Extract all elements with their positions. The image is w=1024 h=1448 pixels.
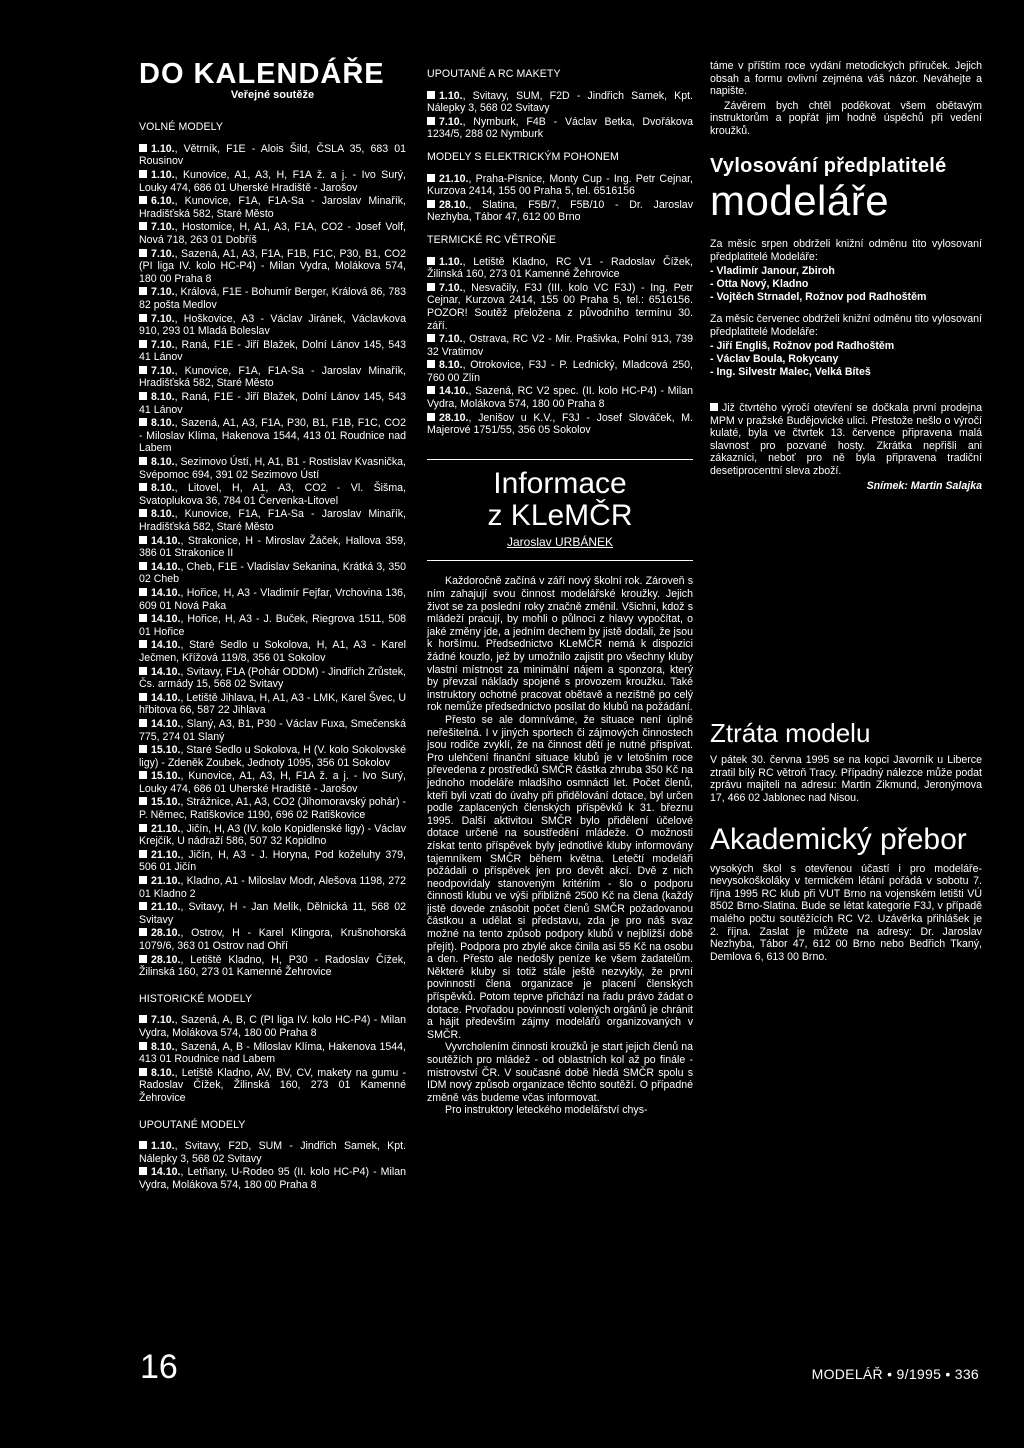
entry-date: 8.10. (151, 1040, 175, 1053)
entry-date: 14.10. (151, 665, 181, 678)
entry-text: , Cheb, F1E - Vladislav Sekanina, Krátká 3, 350 02 Cheb (139, 560, 406, 586)
entry-date: 8.10. (151, 417, 175, 430)
entry-date: 28.10. (151, 927, 181, 940)
entry-text: , Ostrov, H - Karel Klingora, Krušnohorská 1079/6, 363 01 Ostrov nad Ohří (139, 927, 406, 952)
column-right (710, 60, 982, 965)
bullet-square-icon (427, 386, 435, 394)
entry-date: 7.10. (439, 281, 463, 294)
bullet-square-icon (139, 1068, 147, 1076)
calendar-entry (139, 143, 406, 168)
entry-date: 8.10. (151, 391, 175, 404)
entry-text: , Letňany, U-Rodeo 95 (II. kolo HC-P4) - Milan Vydra, Molákova 574, 180 00 Praha 8 (139, 1166, 406, 1191)
bullet-square-icon (139, 955, 147, 963)
winner: - Jiří Engliš, Rožnov pod Radhoštěm (710, 340, 895, 353)
entry-text: , Slaný, A3, B1, P30 - Václav Fuxa, Smečenská 775, 274 01 Slaný (139, 717, 406, 743)
entry-text: , Kladno, A1 - Miloslav Modr, Alešova 1198, 272 01 Kladno 2 (139, 875, 406, 900)
entry-text: , Kunovice, F1A, F1A-Sa - Jaroslav Minařík, Hradišťská 582, Staré Město (139, 508, 406, 533)
entry-date: 7.10. (151, 1014, 175, 1027)
august-text: Za měsíc srpen obdrželi knižní odměnu tito vylosovaní předplatitelé Modeláře: (710, 238, 982, 263)
news-text-body: Již čtvrtého výročí otevření se dočkala první prodejna MPM v pražské Budějovické ulici. Přestože nešlo o výročí kulaté, byla ve čtvrtek 13. července připravena malá slavnost pro pozvané hosty. Zkrátka nepřišli ani zákazníci, neboť pro ně byla připravena tradiční desetiprocentní sleva zboží. (710, 402, 982, 478)
entry-date: 7.10. (151, 338, 175, 351)
entry-text: , Jičín, H, A3 (IV. kolo Kopidlenské ligy) - Václav Krejčík, U nádraží 586, 507 32 Kopidlno (139, 822, 406, 848)
calendar-entry (139, 417, 406, 455)
info-title-line2: z KLeMČR (487, 498, 633, 532)
entry-text: , Kunovice, A1, A3, H, F1A ž. a j. - Ivo Surý, Louky 474, 686 01 Uherské Hradiště - Jarošov (139, 168, 406, 194)
calendar-entry (139, 744, 406, 769)
calendar-entry (139, 169, 406, 194)
bullet-square-icon (427, 283, 435, 291)
calendar-entry (427, 282, 693, 332)
bullet-square-icon (139, 314, 147, 322)
info-box (427, 459, 693, 562)
entry-date: 14.10. (151, 534, 181, 547)
entry-date: 14.10. (151, 560, 181, 573)
calendar-entry (139, 718, 406, 743)
bullet-square-icon (139, 719, 147, 727)
calendar-entry (427, 116, 693, 141)
entry-date: 21.10. (151, 901, 181, 914)
entry-text: , Otrokovice, F3J - P. Lednický, Mladcová 250, 760 00 Zlín (427, 359, 693, 384)
entry-date: 28.10. (439, 198, 469, 211)
calendar-entry (139, 365, 406, 390)
bullet-square-icon (139, 797, 147, 805)
bullet-square-icon (139, 614, 147, 622)
bullet-square-icon (139, 850, 147, 858)
article-closing: Závěrem bych chtěl poděkovat všem obětavým instruktorům a popřát jim hodně úspěchů při vedení kroužků. (710, 99, 982, 137)
bullet-square-icon (139, 457, 147, 465)
entry-text: , Kunovice, F1A, F1A-Sa - Jaroslav Minařík, Hradišťská 582, Staré Město (139, 195, 406, 220)
bullet-square-icon (139, 1015, 147, 1023)
entry-text: , Staré Sedlo u Sokolova, H (V. kolo Sokolovské ligy) - Zdeněk Zoubek, Jednoty 1095, 356 01 Sokolov (139, 744, 406, 769)
info-title-line1: Informace (493, 466, 627, 500)
entry-text: , Hořice, H, A3 - J. Buček, Riegrova 1511, 508 01 Hořice (139, 613, 406, 638)
heading-modelare: modeláře (710, 177, 890, 225)
entry-text: , Nesvačily, F3J (III. kolo VC F3J) - Ing. Petr Cejnar, Kurzova 2414, 155 00 Praha 5, tel.: 6516156. POZOR! Soutěž přeložena z původního termínu 30. září. (427, 281, 693, 332)
article-paragraph: Každoročně začíná v září nový školní rok. Zároveň s ním zahajují svou činnost modelářské kroužky. Jejich život se za poslední roky značně změnil. Všichni, kdož s mládeží pracují, by mohli o půlnoci z hlavy vypočítat, o jaké změny jde, a jedním dechem by jistě dodali, že jsou k horšímu. Předsednictvo KLeMČR nemá k dispozici žádné kouzlo, jež by umožnilo zajistit pro všechny kluby vlastní místnost za minimální nájem a sponzora, který by převzal náklady spojené s provozem kroužku. Také instruktory ochotné pracovat obětavě a nezištně po celý rok nemůže předsednictvo posílat do klubů na požádání. (427, 575, 693, 714)
bullet-square-icon (139, 483, 147, 491)
calendar-entry (139, 770, 406, 795)
calendar-entry (427, 359, 693, 384)
bullet-square-icon (427, 91, 435, 99)
section-heading-volne: VOLNÉ MODELY (139, 121, 224, 134)
winner: - Vladimír Janour, Zbiroh (710, 265, 835, 278)
list-elektro (427, 173, 693, 224)
article-continuation: táme v příštím roce vydání metodických příruček. Jejich obsah a formu ovlivní zejména váš názor. Neváhejte a napište. (710, 60, 982, 98)
bullet-square-icon (139, 876, 147, 884)
bullet-square-icon (139, 249, 147, 257)
entry-text: , Nymburk, F4B - Václav Betka, Dvořákova 1234/5, 288 02 Nymburk (427, 115, 693, 141)
bullet-square-icon (139, 693, 147, 701)
bullet-square-icon (427, 360, 435, 368)
bullet-square-icon (139, 366, 147, 374)
page-title: DO KALENDÁŘE (139, 58, 385, 90)
calendar-entry (427, 90, 693, 115)
entry-date: 21.10. (151, 875, 181, 888)
calendar-entry (139, 692, 406, 717)
calendar-entry (139, 391, 406, 416)
entry-date: 28.10. (151, 953, 181, 966)
entry-text: , Letiště Kladno, H, P30 - Radoslav Čížek, Žilinská 160, 273 01 Kamenné Žehrovice (139, 953, 406, 979)
page-number: 16 (140, 1348, 178, 1386)
entry-date: 14.10. (151, 1166, 181, 1179)
entry-text: , Letiště Kladno, RC V1 - Radoslav Čížek, Žilinská 160, 273 01 Kamenné Žehrovice (427, 255, 693, 281)
entry-date: 14.10. (151, 613, 181, 626)
winner: - Ing. Silvestr Malec, Velká Bíteš (710, 365, 871, 378)
calendar-entry (139, 875, 406, 900)
calendar-entry (139, 535, 406, 560)
winner: - Václav Boula, Rokycany (710, 352, 839, 365)
bullet-square-icon (139, 392, 147, 400)
entry-text: , Praha-Písnice, Monty Cup - Ing. Petr Cejnar, Kurzova 2414, 155 00 Praha 5, tel. 6516156 (427, 172, 693, 198)
calendar-entry (139, 561, 406, 586)
entry-text: , Staré Sedlo u Sokolova, H, A1, A3 - Karel Ječmen, Křížová 119/8, 356 01 Sokolov (139, 639, 406, 664)
section-heading-upoutane: UPOUTANÉ MODELY (139, 1118, 246, 1131)
photo-area (710, 492, 982, 718)
entry-text: , Strakonice, H - Miroslav Žáček, Hallova 359, 386 01 Strakonice II (139, 534, 406, 560)
entry-text: , Králová, F1E - Bohumír Berger, Králová 86, 783 82 pošta Medlov (139, 286, 406, 311)
calendar-entry (427, 333, 693, 358)
entry-text: , Kunovice, A1, A3, H, F1A ž. a j. - Ivo Surý, Louky 474, 686 01 Uherské Hradiště - Jarošov (139, 770, 406, 795)
entry-date: 7.10. (151, 364, 175, 377)
calendar-entry (139, 796, 406, 821)
calendar-entry (139, 1041, 406, 1066)
news-text (710, 402, 982, 478)
entry-date: 14.10. (439, 385, 469, 398)
calendar-entry (139, 286, 406, 311)
entry-date: 21.10. (439, 172, 469, 185)
bullet-square-icon (139, 287, 147, 295)
winner: - Otta Nový, Kladno (710, 277, 809, 290)
entry-date: 14.10. (151, 586, 181, 599)
calendar-entry (427, 173, 693, 198)
article-paragraph: Pro instruktory leteckého modelářství chys- (445, 1104, 648, 1117)
bullet-square-icon (139, 745, 147, 753)
bullet-square-icon (139, 536, 147, 544)
calendar-entry (139, 508, 406, 533)
calendar-entry (139, 1067, 406, 1105)
calendar-entry (139, 482, 406, 507)
column-left (139, 60, 406, 1193)
bullet-square-icon (139, 928, 147, 936)
entry-text: , Sezimovo Ústí, H, A1, B1 - Rostislav Kvasnička, Svépomoc 694, 391 02 Sezimovo Ústí (139, 456, 406, 481)
calendar-entry (139, 901, 406, 926)
calendar-entry (139, 954, 406, 979)
calendar-entry (139, 221, 406, 246)
entry-date: 28.10. (439, 411, 469, 424)
entry-text: , Sazená, A, B - Miloslav Klíma, Hakenova 1544, 413 01 Roudnice nad Labem (139, 1040, 406, 1066)
entry-date: 7.10. (151, 247, 175, 260)
calendar-entry (139, 613, 406, 638)
akademicky-text: vysokých škol s otevřenou účastí i pro modeláře-nevysokoškoláky v termickém létání pořádá v sobotu 7. října 1995 RC klub při VUT Brno na vojenském letišti VÚ 8502 Brno-Slatina. Bude se létat kategorie F3J, v případě malého počtu soutěžících RC V2. Uzávěrka přihlášek je 2. října. Zaslat je můžete na adresy: Dr. Jaroslav Nezhyba, Tábor 47, 612 00 Brno nebo Bedřich Tkaný, Demlova 6, 613 00 Brno. (710, 862, 982, 963)
calendar-entry (427, 385, 693, 410)
bullet-square-icon (139, 902, 147, 910)
entry-date: 7.10. (151, 312, 175, 325)
entry-text: , Sazená, A1, A3, F1A, P30, B1, F1B, F1C, CO2 - Miloslav Klíma, Hakenova 1544, 413 01 Roudnice nad Labem (139, 417, 406, 455)
bullet-square-icon (427, 174, 435, 182)
entry-date: 1.10. (439, 255, 463, 268)
entry-text: , Jičín, H, A3 - J. Horyna, Pod koželuhy 379, 506 01 Jičín (139, 848, 406, 874)
entry-date: 8.10. (151, 508, 175, 521)
calendar-entry (139, 823, 406, 848)
list-rc-makety (427, 90, 693, 141)
bullet-square-icon (427, 334, 435, 342)
entry-text: , Raná, F1E - Jiří Blažek, Dolní Lánov 145, 543 41 Lánov (139, 391, 406, 416)
entry-text: , Litovel, H, A1, A3, CO2 - Vl. Šišma, Svatoplukova 36, 784 01 Červenka-Litovel (139, 482, 406, 507)
bullet-square-icon (139, 771, 147, 779)
list-termicke (427, 256, 693, 437)
entry-date: 8.10. (151, 456, 175, 469)
section-heading-rc-makety: UPOUTANÉ A RC MAKETY (427, 68, 561, 80)
entry-date: 7.10. (439, 333, 463, 346)
entry-text: , Letiště Jihlava, H, A1, A3 - LMK, Karel Švec, U hřbitova 66, 587 22 Jihlava (139, 691, 406, 717)
bullet-square-icon (139, 509, 147, 517)
entry-date: 21.10. (151, 822, 181, 835)
bullet-square-icon (139, 170, 147, 178)
entry-date: 15.10. (151, 770, 181, 783)
entry-text: , Hořice, H, A3 - Vladimír Fejfar, Vrchovina 136, 609 01 Nová Paka (139, 586, 406, 612)
entry-text: , Větrník, F1E - Alois Šild, ČSLA 35, 683 01 Rousinov (139, 142, 406, 168)
bullet-square-icon (139, 588, 147, 596)
bullet-square-icon (139, 418, 147, 426)
bullet-square-icon (139, 196, 147, 204)
bullet-square-icon (139, 640, 147, 648)
entry-text: , Strážnice, A1, A3, CO2 (Jihomoravský pohár) - P. Němec, Ratiškovice 1190, 696 02 Ratiškovice (139, 796, 406, 822)
bullet-square-icon (139, 1042, 147, 1050)
magazine-footer: MODELÁŘ • 9/1995 • 336 (811, 1366, 979, 1382)
entry-text: , Kunovice, F1A, F1A-Sa - Jaroslav Minařík, Hradišťská 582, Staré Město (139, 364, 406, 390)
bullet-square-icon (139, 562, 147, 570)
bullet-square-icon (139, 340, 147, 348)
entry-date: 15.10. (151, 744, 181, 757)
entry-date: 14.10. (151, 691, 181, 704)
entry-text: , Hoškovice, A3 - Václav Jiránek, Václavkova 910, 293 01 Mladá Boleslav (139, 312, 406, 338)
bullet-square-icon (427, 200, 435, 208)
subtitle: Veřejné soutěže (230, 88, 315, 101)
entry-date: 7.10. (151, 286, 175, 299)
entry-text: , Hostomice, H, A1, A3, F1A, CO2 - Josef Volf, Nová 718, 263 01 Dobříš (139, 221, 406, 246)
entry-text: , Svitavy, SUM, F2D - Jindřich Samek, Kpt. Nálepky 3, 568 02 Svitavy (427, 89, 693, 115)
entry-text: , Ostrava, RC V2 - Mir. Prašivka, Polní 913, 739 32 Vratimov (427, 333, 693, 358)
entry-text: , Raná, F1E - Jiří Blažek, Dolní Lánov 145, 543 41 Lánov (139, 338, 406, 364)
calendar-entry (139, 313, 406, 338)
entry-text: , Svitavy, F1A (Pohár ODDM) - Jindřich Zrůstek, Čs. armády 15, 568 02 Svitavy (139, 665, 406, 691)
july-text: Za měsíc červenec obdrželi knižní odměnu tito vylosovaní předplatitelé Modeláře: (710, 313, 982, 338)
calendar-entry (139, 849, 406, 874)
info-author: Jaroslav URBÁNEK (506, 534, 614, 549)
entry-date: 1.10. (151, 168, 175, 181)
list-volne (139, 143, 406, 979)
entry-date: 7.10. (439, 115, 463, 128)
bullet-square-icon (710, 403, 718, 411)
calendar-entry (139, 587, 406, 612)
entry-text: , Sazená, A, B, C (PI liga IV. kolo HC-P4) - Milan Vydra, Molákova 574, 180 00 Praha 8 (139, 1014, 406, 1039)
bullet-square-icon (427, 257, 435, 265)
bullet-square-icon (427, 117, 435, 125)
entry-text: , Letiště Kladno, AV, BV, CV, makety na gumu - Radoslav Čížek, Žilinská 160, 273 01 Kamenné Žehrovice (139, 1066, 406, 1104)
calendar-entry (139, 248, 406, 286)
calendar-entry (139, 1014, 406, 1039)
list-historicke (139, 1014, 406, 1104)
bullet-square-icon (139, 1167, 147, 1175)
entry-text: , Svitavy, H - Jan Melík, Dělnická 11, 568 02 Svitavy (139, 901, 406, 926)
entry-date: 1.10. (151, 142, 175, 155)
entry-date: 14.10. (151, 639, 181, 652)
calendar-entry (139, 639, 406, 664)
entry-date: 1.10. (439, 89, 463, 102)
entry-text: , Sazená, RC V2 spec. (II. kolo HC-P4) - Milan Vydra, Molákova 574, 180 00 Praha 8 (427, 385, 693, 411)
entry-date: 21.10. (151, 848, 181, 861)
entry-date: 8.10. (151, 482, 175, 495)
entry-date: 15.10. (151, 796, 181, 809)
column-middle (427, 60, 693, 1117)
calendar-entry (139, 1140, 406, 1165)
entry-text: , Sazená, A1, A3, F1A, F1B, F1C, P30, B1, CO2 (PI liga IV. kolo HC-P4) - Milan Vydra, Molákova 574, 180 00 Praha 8 (139, 247, 406, 285)
list-upoutane (139, 1140, 406, 1191)
calendar-entry (427, 412, 693, 437)
entry-date: 7.10. (151, 221, 175, 234)
calendar-entry (427, 199, 693, 224)
entry-date: 6.10. (151, 195, 175, 208)
calendar-entry (139, 666, 406, 691)
heading-vylosovani: Vylosování předplatitelé (710, 154, 947, 177)
entry-date: 8.10. (439, 359, 463, 372)
section-heading-termicke: TERMICKÉ RC VĚTROŇE (427, 233, 557, 246)
photo-caption: Snímek: Martin Salajka (866, 479, 982, 492)
loss-text: V pátek 30. června 1995 se na kopci Javorník u Liberce ztratil bílý RC větroň Tracy. Případný nálezce může podat zprávu majiteli na adresu: Martin Zikmund, Jeronýmova 17, 466 02 Jablonec nad Nisou. (710, 754, 982, 805)
entry-date: 14.10. (151, 717, 181, 730)
bullet-square-icon (139, 1141, 147, 1149)
article-paragraph: Přesto se ale domníváme, že situace není úplně neřešitelná. I v jiných sportech či zájmových činnostech jsou rodiče zvyklí, že na činnost dětí je nutné přispívat. Pro ulehčení finanční situace klubů je v letošním roce převedena z prostředků SMČR částka zhruba 350 Kč na jednoho modeláře mladšího osmnácti let. Počet členů, kteří byli vzati do úvahy při přidělování dotace, byl určen podle zaplacených členských příspěvků k 31. březnu 1995. Další aktivitou SMČR bylo přidělení účelové dotace určené na soustředění mládeže. O možnosti získat tento příspěvek byly jednotlivé kluby informovány tajemníkem SMČR během května. Letečtí modeláři požádali o příspěvek jen pro devět akcí. Dvě z nich neodpovídaly stanoveným kritériím - šlo o podporu činnosti klubu ve výši přibližně 2500 Kč na člena (každý jistě dovede znásobit počet členů SMČR požadovanou částkou a udělat si představu, zda je pro náš svaz možné na tento způsob podpory klubů v nejbližší době přejít). Podpora pro zbylé akce činila asi 55 Kč na osobu a den. Přesto ale nedošly peníze ke všem žadatelům. Některé kluby si totiž stále ještě nezvykly, že první povinností člena organizace je placení členských příspěvků. Potom teprve přichází na řadu právo žádat o dotace. Prvořadou povinností volených orgánů je chránit a hájit především zájmy modelářů organizovaných v SMČR. (427, 713, 693, 1041)
calendar-entry (139, 456, 406, 481)
heading-ztrata-modelu: Ztráta modelu (710, 718, 871, 749)
bullet-square-icon (427, 413, 435, 421)
bullet-square-icon (139, 144, 147, 152)
article-paragraph: Vyvrcholením činnosti kroužků je start jejich členů na soutěžích pro mládež - od oblastních kol až po finále - mistrovství ČR. V současné době hledá SMČR spolu s IDM nový způsob organizace těchto soutěží. O případné změně vás budeme včas informovat. (427, 1041, 693, 1104)
bullet-square-icon (139, 222, 147, 230)
entry-text: , Slatina, F5B/7, F5B/10 - Dr. Jaroslav Nezhyba, Tábor 47, 612 00 Brno (427, 198, 693, 224)
calendar-entry (139, 927, 406, 952)
calendar-entry (427, 256, 693, 281)
calendar-entry (139, 195, 406, 220)
heading-akademicky-prebor: Akademický přebor (710, 822, 967, 856)
section-heading-historicke: HISTORICKÉ MODELY (139, 992, 253, 1005)
bullet-square-icon (139, 667, 147, 675)
entry-date: 1.10. (151, 1140, 175, 1153)
calendar-entry (139, 339, 406, 364)
entry-date: 8.10. (151, 1066, 175, 1079)
winner: - Vojtěch Strnadel, Rožnov pod Radhoštěm (710, 290, 927, 303)
section-heading-elektro: MODELY S ELEKTRICKÝM POHONEM (427, 150, 619, 163)
entry-text: , Jenišov u K.V., F3J - Josef Slováček, M. Majerové 1751/55, 356 05 Sokolov (427, 411, 693, 437)
calendar-entry (139, 1166, 406, 1191)
entry-text: , Svitavy, F2D, SUM - Jindřich Samek, Kpt. Nálepky 3, 568 02 Svitavy (139, 1140, 406, 1165)
bullet-square-icon (139, 824, 147, 832)
